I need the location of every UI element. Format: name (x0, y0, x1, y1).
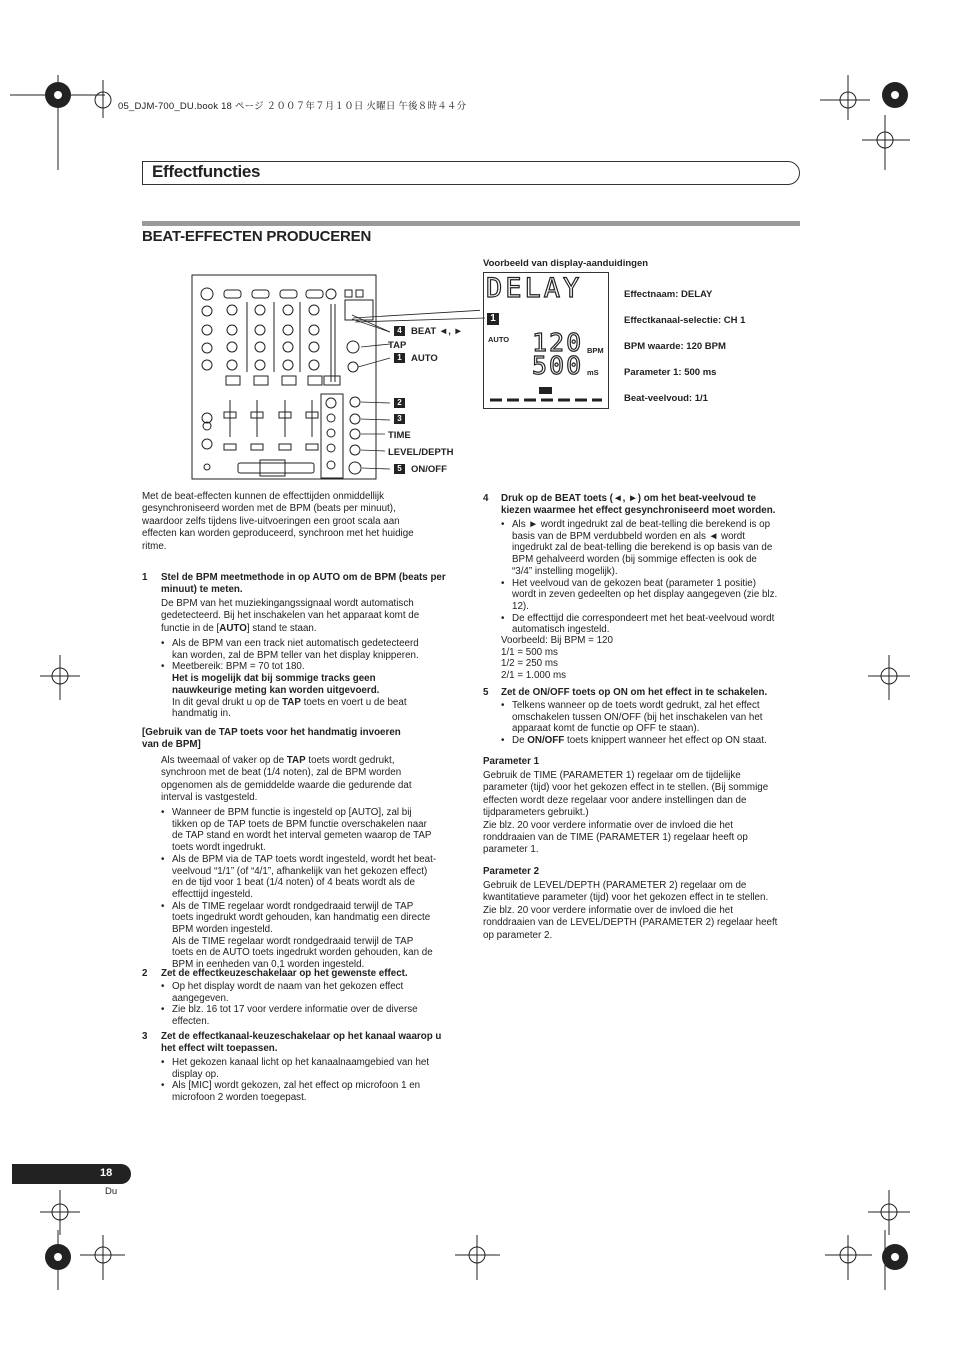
parameter-1-heading: Parameter 1 (483, 756, 540, 767)
callout-on-off: 5 ON/OFF (394, 464, 447, 475)
step-5-title: Zet de ON/OFF toets op ON om het effect in te schakelen. (501, 687, 768, 698)
lcd-bpm-value: 120 (532, 328, 584, 357)
section-title: Effectfuncties (152, 162, 261, 181)
lcd-auto: AUTO (488, 335, 510, 344)
lcd-beat-bar (488, 397, 604, 403)
legend-4: Beat-veelvoud: 1/1 (624, 393, 708, 404)
callout-time: TIME (388, 430, 411, 441)
step-2-number: 2 (142, 968, 148, 979)
callout-badge-3: 3 (394, 414, 411, 425)
lcd-bpm-unit: BPM (587, 346, 604, 355)
tap-paragraph: Als tweemaal of vaker op de TAP toets wordt gedrukt, synchroon met de beat (1/4 noten), zal de BPM worden opgenomen als de gemiddelde waarde die gedurende dat interval is vastgesteld. (161, 755, 412, 804)
parameter-1-body: Gebruik de TIME (PARAMETER 1) regelaar om de tijdelijke parameter (tijd) voor het gekozen effect in te stellen. (Bij sommige effecten wordt deze regelaar voor andere instellingen dan de tijdparameters gebruikt.) Zie blz. 20 voor verdere informatie over de invloed die het ronddraaien van de TIME (PARAMETER 1) regelaar heeft op parameter 1. (483, 770, 769, 856)
step-4-example: Voorbeeld: Bij BPM = 120 1/1 = 500 ms 1/2 = 250 ms 2/1 = 1.000 ms (501, 635, 613, 682)
step-3-bullets: • Het gekozen kanaal licht op het kanaalnaamgebied van het display op. • Als [MIC] wordt gekozen, zal het effect op microfoon 1 en microfoon 2 worden toegepast. (161, 1057, 430, 1104)
intro-paragraph: Met de beat-effecten kunnen de effecttijden onmiddellijk gesynchroniseerd worden met de BPM (beats per minuut), waardoor zelfs tijdens live-uitvoeringen een groot scala aan effecten kan worden geproduceerd, synchroon met het huidige ritme. (142, 491, 414, 552)
legend-0: Effectnaam: DELAY (624, 289, 713, 300)
step-1-title: Stel de BPM meetmethode in op AUTO om de BPM (beats per minuut) te meten. (161, 572, 446, 596)
callout-level-depth: LEVEL/DEPTH (388, 447, 454, 458)
callout-badge-2: 2 (394, 398, 411, 409)
step-2-bullets: • Op het display wordt de naam van het gekozen effect aangegeven. • Zie blz. 16 tot 17 voor verdere informatie over de diverse effecten. (161, 981, 418, 1028)
legend-3: Parameter 1: 500 ms (624, 367, 717, 378)
step-4-title: Druk op de BEAT toets (◄, ►) om het beat-veelvoud te kiezen waarmee het effect gesynchroniseerd moet worden. (501, 493, 776, 517)
step-4-number: 4 (483, 493, 489, 504)
tap-heading: [Gebruik van de TAP toets voor het handmatig invoeren van de BPM] (142, 727, 401, 751)
step-1-bullets: • Als de BPM van een track niet automatisch gedetecteerd kan worden, zal de BPM teller van het display knipperen. • Meetbereik: BPM = 70 tot 180. Het is mogelijk dat bij sommige tracks geen nauwkeurige meting kan worden uitgevoerd. In dit geval drukt u op de TAP toets en voert u de beat handmatig in. (161, 638, 419, 720)
callout-beat: 4 BEAT ◄, ► (394, 326, 463, 337)
display-caption: Voorbeeld van display-aanduidingen (483, 258, 649, 269)
lcd-effect-name: DELAY (486, 273, 583, 304)
page-language: Du (105, 1186, 118, 1197)
parameter-2-body: Gebruik de LEVEL/DEPTH (PARAMETER 2) regelaar om de kwantitatieve parameter (tijd) voor het gekozen effect in te stellen. Zie blz. 20 voor verdere informatie over de invloed die het ronddraaien van de LEVEL/DEPTH (PARAMETER 2) regelaar heeft op parameter 2. (483, 880, 778, 941)
step-5-number: 5 (483, 687, 489, 698)
parameter-2-heading: Parameter 2 (483, 866, 540, 877)
file-header: 05_DJM-700_DU.book 18 ページ ２００７年７月１０日 火曜日 午後８時４４分 (118, 101, 467, 112)
step-4-bullets: • Als ► wordt ingedrukt zal de beat-telling die berekend is op basis van de BPM verdubbeld worden en als ◄ wordt ingedrukt zal de beat-telling die berekend is op basis van de BPM gehalveerd worden (bij sommige effecten is ook de “3/4” instelling mogelijk). • Het veelvoud van de gekozen beat (parameter 1 positie) wordt in zeven gedeelten op het display aangegeven (zie blz. 12). • De effecttijd die correspondeert met het beat-veelvoud wordt automatisch ingesteld. (501, 519, 778, 636)
page-tab (12, 1164, 131, 1184)
lcd-display (483, 272, 609, 409)
callout-tap: TAP (388, 340, 407, 351)
page-heading: BEAT-EFFECTEN PRODUCEREN (142, 228, 372, 245)
lcd-beat-indicator (539, 387, 552, 394)
callout-auto: 1 AUTO (394, 353, 438, 364)
step-1-body: De BPM van het muziekingangssignaal wordt automatisch gedetecteerd. Bij het inschakelen van het apparaat komt de functie in de [AUTO] stand te staan. (161, 598, 420, 634)
step-3-title: Zet de effectkanaal-keuzeschakelaar op het kanaal waarop u het effect wilt toepassen. (161, 1031, 442, 1055)
heading-rule (142, 221, 800, 226)
step-1-number: 1 (142, 572, 148, 583)
page-number: 18 (100, 1167, 113, 1179)
step-3-number: 3 (142, 1031, 148, 1042)
tap-bullets: • Wanneer de BPM functie is ingesteld op [AUTO], zal bij tikken op de TAP toets de BPM functie overschakelen naar de TAP stand en wordt het interval gemeten waarop de TAP toets wordt ingedrukt. • Als de BPM via de TAP toets wordt ingesteld, wordt het beat- veelvoud “1/1” (of “4/1”, afhankelijk van het gekozen effect) en de tijd voor 1 beat (1/4 noten) of 4 beats wordt als de effecttijd ingesteld. • Als de TIME regelaar wordt rondgedraaid terwijl de TAP toets ingedrukt wordt gehouden, kan handmatig een directe BPM worden ingesteld. Als de TIME regelaar wordt rondgedraaid terwijl de TAP toets en de AUTO toets ingedrukt worden gehouden, kan de BPM in eenheden van 0,1 worden ingesteld. (161, 807, 437, 971)
legend-1: Effectkanaal-selectie: CH 1 (624, 315, 746, 326)
legend-2: BPM waarde: 120 BPM (624, 341, 726, 352)
lcd-ms-unit: mS (587, 368, 599, 377)
lcd-channel-badge: 1 (487, 313, 499, 325)
step-2-title: Zet de effectkeuzeschakelaar op het gewenste effect. (161, 968, 408, 979)
step-5-bullets: • Telkens wanneer op de toets wordt gedrukt, zal het effect omschakelen tussen ON/OFF (bij het inschakelen van het apparaat komt de functie op OFF te staan). • De ON/OFF toets knippert wanneer het effect op ON staat. (501, 700, 767, 747)
lcd-ms-value: 500 (532, 351, 584, 380)
